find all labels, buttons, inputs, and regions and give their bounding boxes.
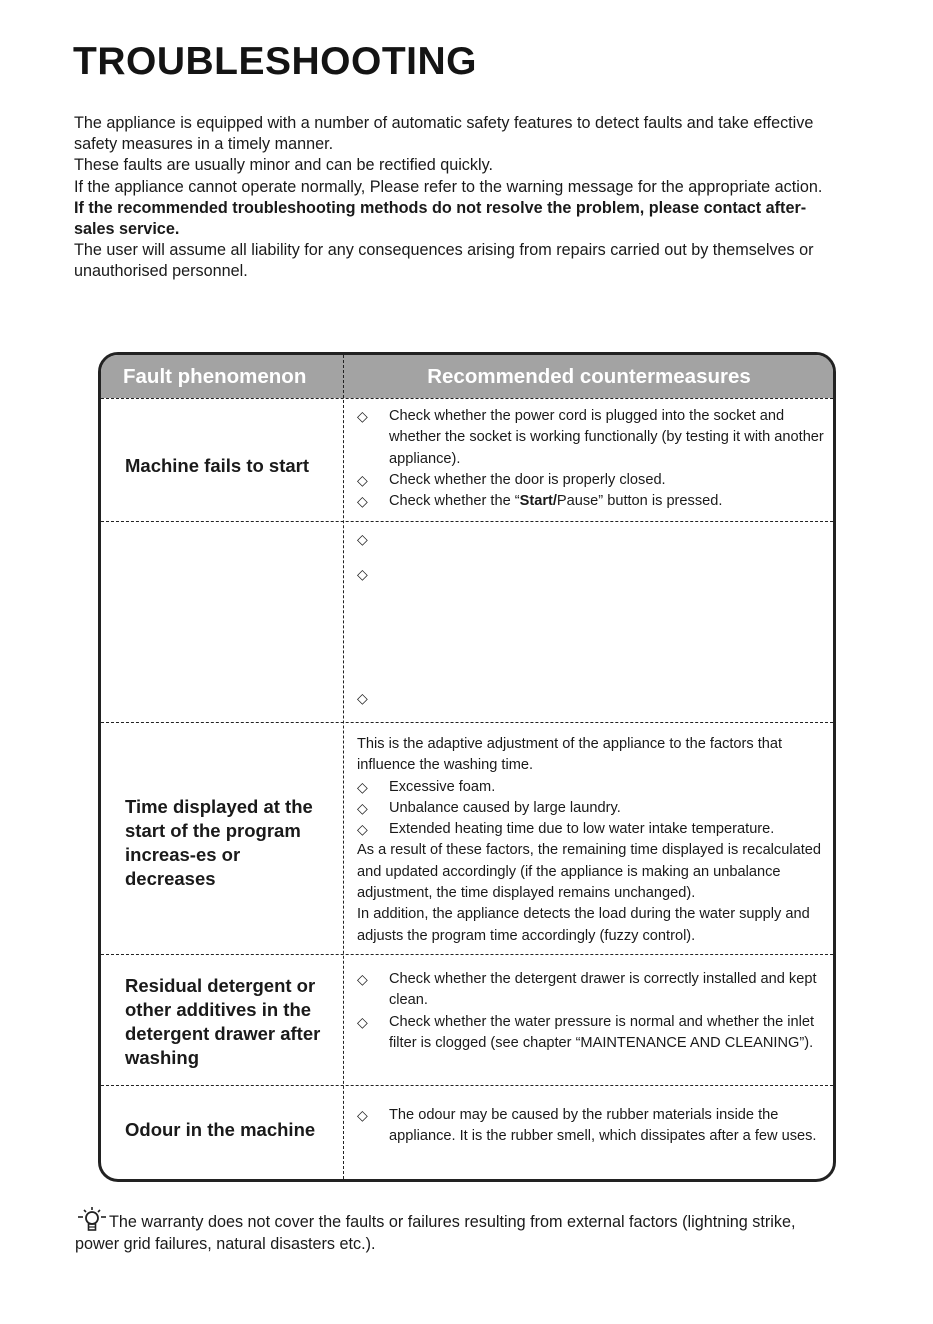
header-recommended-countermeasures: Recommended countermeasures <box>427 365 751 388</box>
list-item: ◇ Check whether the “Start/Pause” button is pressed. <box>357 491 827 512</box>
diamond-bullet-icon: ◇ <box>357 971 368 987</box>
diamond-bullet-icon: ◇ <box>357 821 368 838</box>
diamond-bullet-icon: ◇ <box>357 799 368 816</box>
list-item: ◇ Unbalance caused by large laundry. <box>357 798 827 819</box>
diamond-bullet-icon: ◇ <box>357 566 368 582</box>
row-intro-text: This is the adaptive adjustment of the appliance to the factors that influence the washing time. <box>357 736 783 774</box>
countermeasures-row-5 <box>357 1105 827 1148</box>
intro-contact-note: If the recommended troubleshooting methods do not resolve the problem, please contact after-sales service. <box>74 198 807 239</box>
diamond-bullet-icon: ◇ <box>357 471 368 488</box>
diamond-bullet-icon: ◇ <box>357 531 368 547</box>
diamond-bullet-icon: ◇ <box>357 408 368 424</box>
diamond-bullet-icon: ◇ <box>357 690 368 706</box>
list-item: ◇ Check whether the power cord is plugged into the socket and whether the socket is working functionally (by testing it with another appliance). <box>357 408 824 467</box>
list-item: ◇ Excessive foam. <box>357 777 827 798</box>
row-divider <box>101 1085 833 1086</box>
list-item: ◇ Check whether the detergent drawer is correctly installed and kept clean. <box>357 971 817 1009</box>
row-divider <box>101 398 833 399</box>
row-divider <box>101 722 833 723</box>
row-explanation-text: As a result of these factors, the remaining time displayed is recalculated and updated accordingly (if the appliance is making an unbalance adjustment, the time displayed remains unchanged). <box>357 842 821 902</box>
list-item: ◇ Extended heating time due to low water intake temperature. <box>357 819 827 840</box>
column-divider <box>343 355 344 1179</box>
diamond-bullet-icon: ◇ <box>357 493 368 510</box>
row-divider <box>101 521 833 522</box>
row-divider <box>101 954 833 955</box>
warranty-text: The warranty does not cover the faults or failures resulting from external factors (lightning strike, power grid failures, natural disasters etc.). <box>75 1213 796 1253</box>
header-fault-phenomenon: Fault phenomenon <box>123 365 307 388</box>
diamond-bullet-icon: ◇ <box>357 1107 368 1123</box>
fault-time-displayed-changes: Time displayed at the start of the program increas-es or decreases <box>125 796 313 889</box>
troubleshooting-table <box>98 352 836 1182</box>
countermeasures-row-1 <box>357 406 827 512</box>
fault-residual-detergent: Residual detergent or other additives in the detergent drawer after washing <box>125 975 321 1068</box>
fault-machine-fails-to-start: Machine fails to start <box>125 455 310 476</box>
page-title: TROUBLESHOOTING <box>73 40 477 83</box>
countermeasures-row-3 <box>357 734 827 947</box>
list-item: ◇ Check whether the water pressure is normal and whether the inlet filter is clogged (see chapter “MAINTENANCE AND CLEANING”). <box>357 1013 815 1051</box>
intro-paragraph: The appliance is equipped with a number of automatic safety features to detect faults and take effective safety measures in a timely manner. <box>74 114 814 154</box>
lightbulb-icon <box>75 1207 109 1233</box>
countermeasures-row-4 <box>357 969 827 1054</box>
table-header <box>101 355 833 398</box>
intro-paragraph: These faults are usually minor and can be rectified quickly. <box>74 156 493 175</box>
warranty-note <box>75 1207 835 1255</box>
intro-paragraph: If the appliance cannot operate normally, Please refer to the warning message for the appropriate action. <box>74 177 823 196</box>
list-item: ◇ Check whether the door is properly closed. <box>357 470 827 491</box>
diamond-bullet-icon: ◇ <box>357 1013 368 1030</box>
row-explanation-text: In addition, the appliance detects the load during the water supply and adjusts the program time accordingly (fuzzy control). <box>357 906 810 944</box>
list-item: ◇ The odour may be caused by the rubber materials inside the appliance. It is the rubber smell, which dissipates after a few uses. <box>357 1107 817 1145</box>
diamond-bullet-icon: ◇ <box>357 778 368 795</box>
fault-odour-in-machine: Odour in the machine <box>125 1119 316 1140</box>
intro-liability-note: The user will assume all liability for any consequences arising from repairs carried out by themselves or unauthorised personnel. <box>74 241 814 281</box>
intro-section <box>74 113 844 283</box>
